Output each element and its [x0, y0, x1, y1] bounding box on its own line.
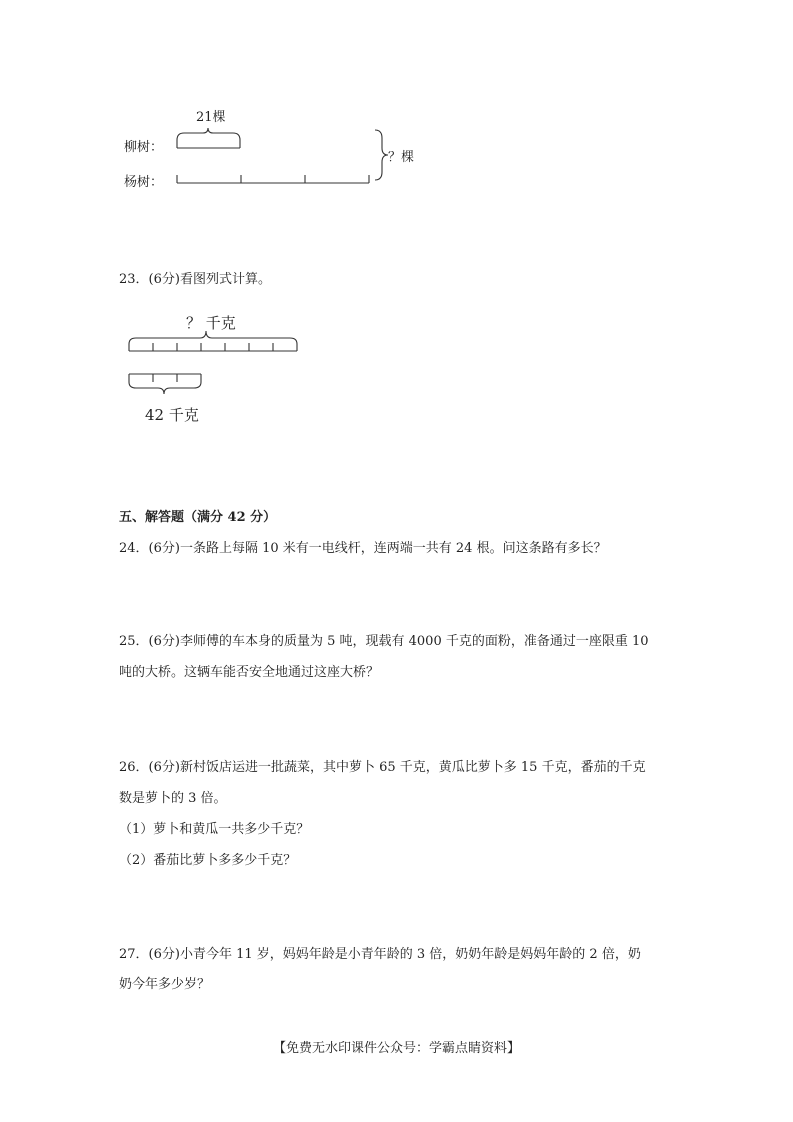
question-26-sub2: （2）番茄比萝卜多多少千克？	[119, 853, 297, 868]
question-26-sub1: （1）萝卜和黄瓜一共多少千克？	[119, 822, 310, 837]
section-title: 五、解答题（满分 42 分）	[119, 510, 277, 525]
poplar-row-label: 杨树：	[124, 175, 164, 190]
total-trees-label: ？棵	[388, 150, 415, 165]
question-27-line2: 奶今年多少岁？	[119, 977, 211, 992]
part-kg-label: 42 千克	[145, 406, 199, 424]
footer-note: 【免费无水印课件公众号：学霸点睛资料】	[273, 1041, 521, 1056]
total-kg-label: ？ 千克	[186, 314, 236, 332]
question-23: 23．(6分)看图列式计算。	[119, 272, 271, 287]
question-25-line1: 25．(6分)李师傅的车本身的质量为 5 吨，现载有 4000 千克的面粉，准备通过一座限重 10	[119, 634, 649, 649]
question-26-line2: 数是萝卜的 3 倍。	[119, 791, 227, 806]
question-24: 24．(6分)一条路上每隔 10 米有一电线杆，连两端一共有 24 根。问这条路有多长？	[119, 541, 607, 556]
willow-row-label: 柳树：	[124, 140, 164, 155]
question-26-line1: 26．(6分)新村饭店运进一批蔬菜，其中萝卜 65 千克，黄瓜比萝卜多 15 千克，番茄的千克	[119, 760, 646, 775]
question-25-line2: 吨的大桥。这辆车能否安全地通过这座大桥？	[119, 665, 380, 680]
top-brace	[129, 331, 297, 351]
bottom-brace	[129, 382, 201, 394]
willow-count-label: 21棵	[196, 110, 226, 125]
question-27-line1: 27．(6分)小青今年 11 岁，妈妈年龄是小青年龄的 3 倍，奶奶年龄是妈妈年龄的 2 倍，奶	[119, 947, 641, 962]
kg-segment-diagram	[0, 0, 793, 440]
